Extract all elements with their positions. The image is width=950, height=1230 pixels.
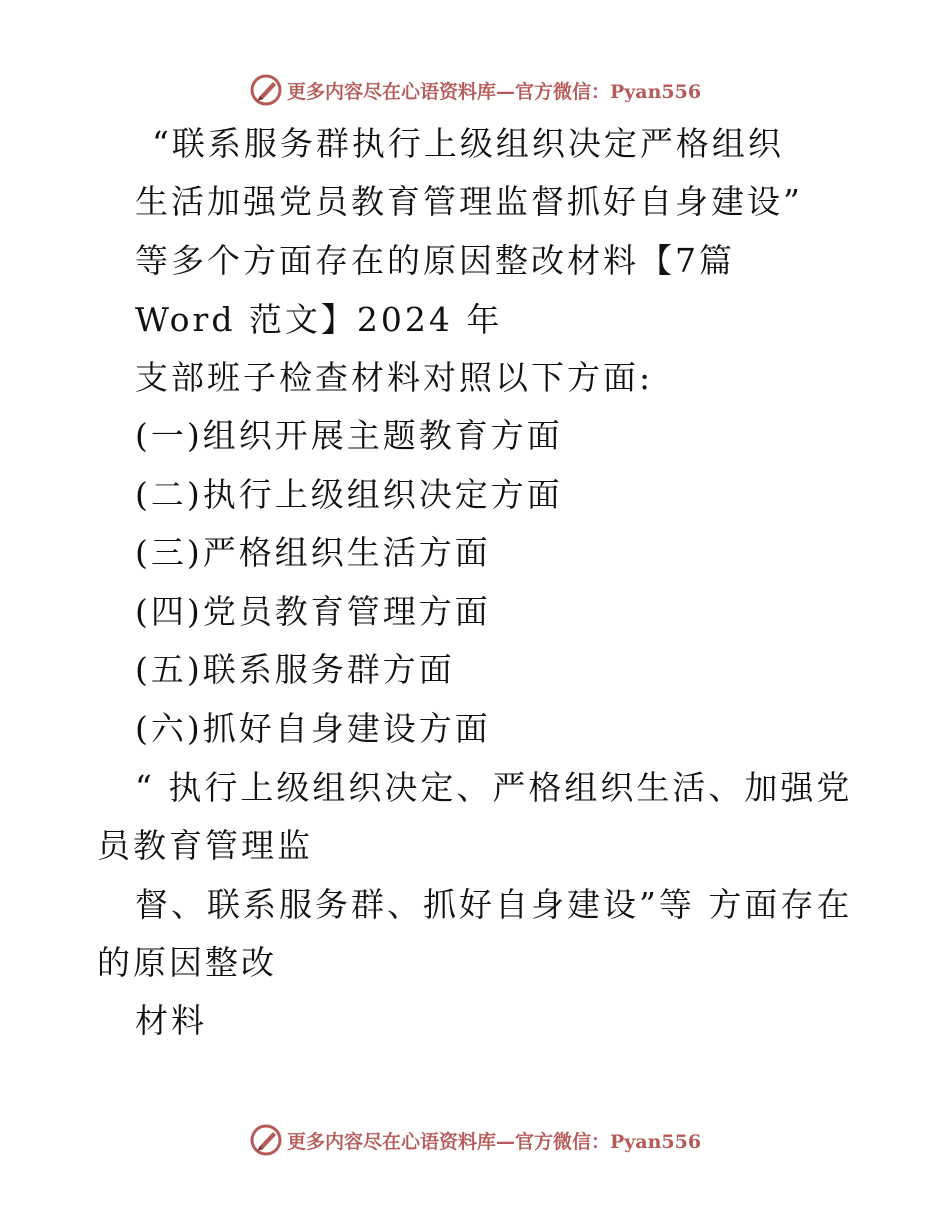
document-line: Word 范文】2024 年 bbox=[135, 300, 503, 339]
document-line: (四)党员教育管理方面 bbox=[135, 592, 491, 631]
document-line: (五)联系服务群方面 bbox=[135, 650, 455, 689]
header-watermark bbox=[0, 70, 950, 110]
footer-watermark bbox=[0, 1120, 950, 1160]
brush-seal-logo-icon bbox=[249, 1123, 283, 1157]
document-line: 生活加强党员教育管理监督抓好自身建设” bbox=[135, 182, 803, 221]
document-line: 支部班子检查材料对照以下方面: bbox=[135, 358, 654, 397]
document-line: “ 执行上级组织决定、严格组织生活、加强党 bbox=[135, 768, 853, 807]
document-line: 等多个方面存在的原因整改材料【7篇 bbox=[135, 241, 735, 280]
watermark-text: 更多内容尽在心语资料库—官方微信：Pyan556 bbox=[286, 80, 702, 103]
document-line: 督、联系服务群、抓好自身建设”等 方面存在 bbox=[135, 885, 853, 924]
document-line: 员教育管理监 bbox=[97, 826, 313, 865]
document-line: (六)抓好自身建设方面 bbox=[135, 709, 491, 748]
watermark-text: 更多内容尽在心语资料库—官方微信：Pyan556 bbox=[286, 1130, 702, 1153]
document-line: (三)严格组织生活方面 bbox=[135, 533, 491, 572]
document-line: 的原因整改 bbox=[97, 943, 277, 982]
document-line: (二)执行上级组织决定方面 bbox=[135, 475, 563, 514]
document-line: (一)组织开展主题教育方面 bbox=[135, 416, 563, 455]
document-line: 材料 bbox=[135, 1001, 207, 1040]
brush-seal-logo-icon bbox=[249, 73, 283, 107]
document-line: “联系服务群执行上级组织决定严格组织 bbox=[152, 124, 784, 163]
